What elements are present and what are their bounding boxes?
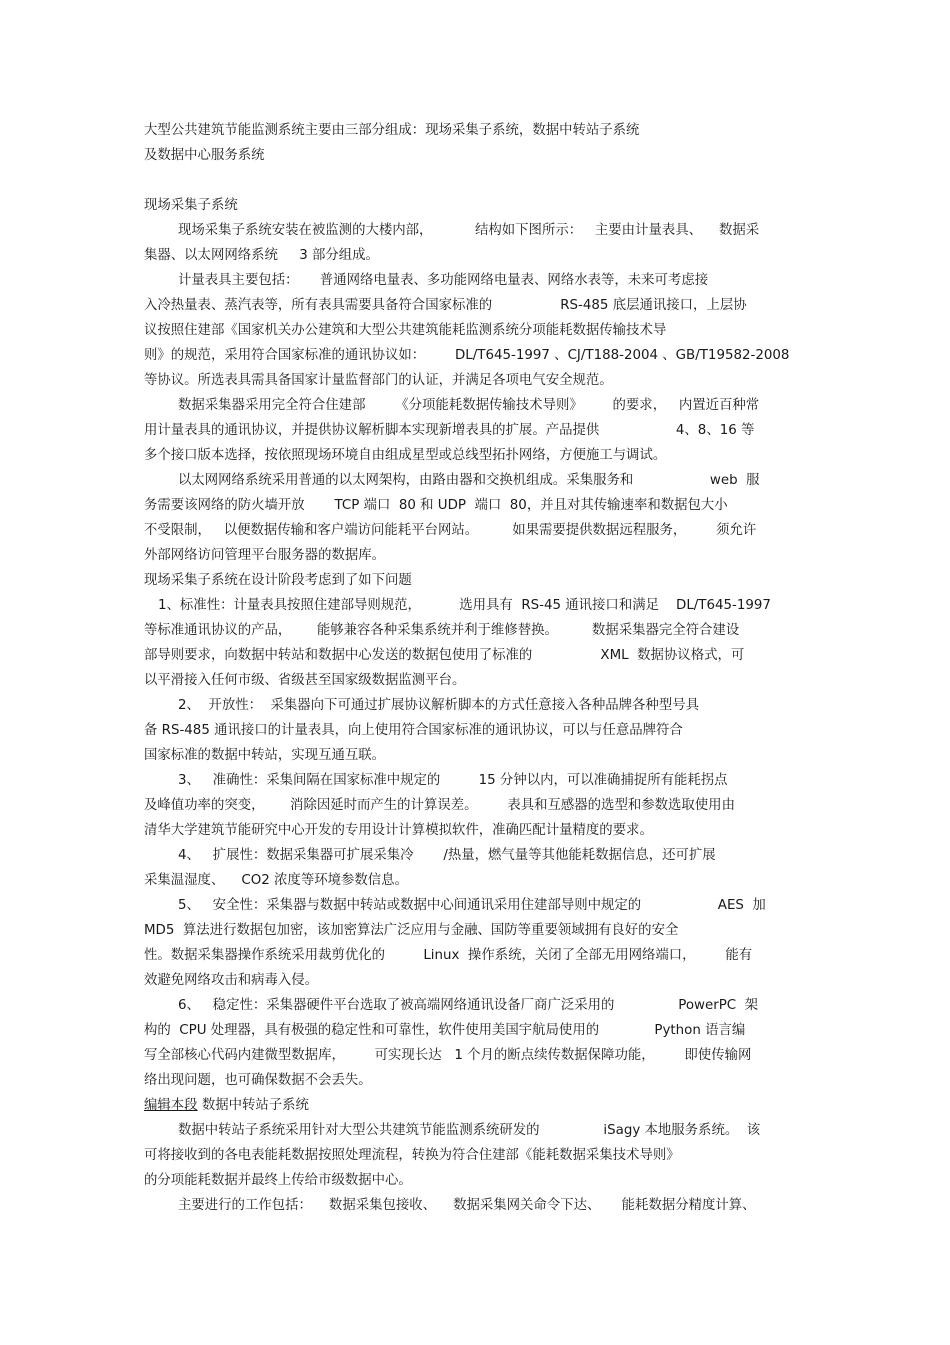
paragraph-line: 数据采集器采用完全符合住建部 《分项能耗数据传输技术导则》 的要求， 内置近百种常 — [178, 398, 760, 413]
edit-section-link[interactable]: 编辑本段 — [144, 1098, 198, 1113]
intro-line-2: 及数据中心服务系统 — [144, 148, 265, 163]
paragraph-line: 用计量表具的通讯协议，并提供协议解析脚本实现新增表具的扩展。产品提供 4、8、16 等 — [144, 423, 755, 438]
intro-line-1: 大型公共建筑节能监测系统主要由三部分组成：现场采集子系统，数据中转站子系统 — [144, 123, 640, 138]
list-item-line: 1、标准性：计量表具按照住建部导则规范， 选用具有 RS-45 通讯接口和满足 DL/T645-1997 — [158, 598, 771, 613]
list-item-line: 采集温湿度、 CO2 浓度等环境参数信息。 — [144, 873, 408, 888]
list-item-line: 性。数据采集器操作系统采用裁剪优化的 Linux 操作系统，关闭了全部无用网络端口， 能有 — [144, 948, 753, 963]
paragraph-line: 集器、以太网网络系统 3 部分组成。 — [144, 248, 379, 263]
paragraph-line: 议按照住建部《国家机关办公建筑和大型公共建筑能耗监测系统分项能耗数据传输技术导 — [144, 323, 667, 338]
paragraph-line: 可将接收到的各电表能耗数据按照处理流程，转换为符合住建部《能耗数据采集技术导则》 — [144, 1148, 680, 1163]
list-item-line: 3、 准确性：采集间隔在国家标准中规定的 15 分钟以内，可以准确捕捉所有能耗拐点 — [178, 773, 728, 788]
list-item-line: 部导则要求，向数据中转站和数据中心发送的数据包使用了标准的 XML 数据协议格式，可 — [144, 648, 745, 663]
paragraph-line: 的分项能耗数据并最终上传给市级数据中心。 — [144, 1173, 412, 1188]
list-item-line: 备 RS-485 通讯接口的计量表具，向上使用符合国家标准的通讯协议，可以与任意品牌符合 — [144, 723, 683, 738]
paragraph-line: 外部网络访问管理平台服务器的数据库。 — [144, 548, 386, 563]
list-item-line: 构的 CPU 处理器，具有极强的稳定性和可靠性，软件使用美国宇航局使用的 Python 语言编 — [144, 1023, 746, 1038]
paragraph-line: 现场采集子系统安装在被监测的大楼内部， 结构如下图所示： 主要由计量表具、 数据采 — [178, 223, 760, 238]
list-item-line: MD5 算法进行数据包加密，该加密算法广泛应用与金融、国防等重要领域拥有良好的安全 — [144, 923, 679, 938]
list-item-line: 5、 安全性：采集器与数据中转站或数据中心间通讯采用住建部导则中规定的 AES 加 — [178, 898, 766, 913]
list-item-line: 络出现问题，也可确保数据不会丢失。 — [144, 1073, 372, 1088]
paragraph-line: 入冷热量表、蒸汽表等，所有表具需要具备符合国家标准的 RS-485 底层通讯接口，上层协 — [144, 298, 747, 313]
paragraph-line: 以太网网络系统采用普通的以太网架构，由路由器和交换机组成。采集服务和 web 服 — [178, 473, 760, 488]
list-item-line: 及峰值功率的突变， 消除因延时而产生的计算误差。 表具和互感器的选型和参数选取使用由 — [144, 798, 735, 813]
list-item-line: 2、 开放性： 采集器向下可通过扩展协议解析脚本的方式任意接入各种品牌各种型号具 — [178, 698, 699, 713]
section-heading-field-collection: 现场采集子系统 — [144, 198, 238, 213]
list-item-line: 国家标准的数据中转站，实现互通互联。 — [144, 748, 386, 763]
section-heading-label: 数据中转站子系统 — [197, 1098, 309, 1113]
paragraph-line: 主要进行的工作包括： 数据采集包接收、 数据采集网关命令下达、 能耗数据分精度计算、 — [178, 1198, 756, 1213]
paragraph-line: 数据中转站子系统采用针对大型公共建筑节能监测系统研发的 iSagy 本地服务系统。 该 — [178, 1123, 761, 1138]
list-item-line: 清华大学建筑节能研究中心开发的专用设计计算模拟软件，准确匹配计量精度的要求。 — [144, 823, 653, 838]
blank-line — [144, 168, 810, 193]
list-item-line: 4、 扩展性：数据采集器可扩展采集冷 /热量，燃气量等其他能耗数据信息，还可扩展 — [178, 848, 716, 863]
paragraph-line: 则》的规范，采用符合国家标准的通讯协议如： DL/T645-1997 、CJ/T188-2004 、GB/T19582-2008 — [144, 348, 790, 363]
paragraph-line: 不受限制， 以便数据传输和客户端访问能耗平台网站。 如果需要提供数据远程服务， 须允许 — [144, 523, 757, 538]
paragraph-line: 多个接口版本选择，按依照现场环境自由组成星型或总线型拓扑网络，方便施工与调试。 — [144, 448, 667, 463]
paragraph-line: 务需要该网络的防火墙开放 TCP 端口 80 和 UDP 端口 80，并且对其传输速率和数据包大小 — [144, 498, 728, 513]
paragraph-line: 计量表具主要包括： 普通网络电量表、多功能网络电量表、网络水表等，未来可考虑接 — [178, 273, 709, 288]
paragraph-line: 等协议。所选表具需具备国家计量监督部门的认证，并满足各项电气安全规范。 — [144, 373, 613, 388]
list-item-line: 6、 稳定性：采集器硬件平台选取了被高端网络通讯设备厂商广泛采用的 PowerPC 架 — [178, 998, 759, 1013]
list-item-line: 等标准通讯协议的产品， 能够兼容各种采集系统并利于维修替换。 数据采集器完全符合建设 — [144, 623, 740, 638]
list-item-line: 以平滑接入任何市级、省级甚至国家级数据监测平台。 — [144, 673, 466, 688]
section-heading-data-relay — [144, 1093, 810, 1118]
document-body — [144, 118, 810, 1218]
list-item-line: 效避免网络攻击和病毒入侵。 — [144, 973, 319, 988]
list-item-line: 写全部核心代码内建微型数据库， 可实现长达 1 个月的断点续传数据保障功能， 即使传输网 — [144, 1048, 752, 1063]
subheading-design-considerations: 现场采集子系统在设计阶段考虑到了如下问题 — [144, 573, 412, 588]
